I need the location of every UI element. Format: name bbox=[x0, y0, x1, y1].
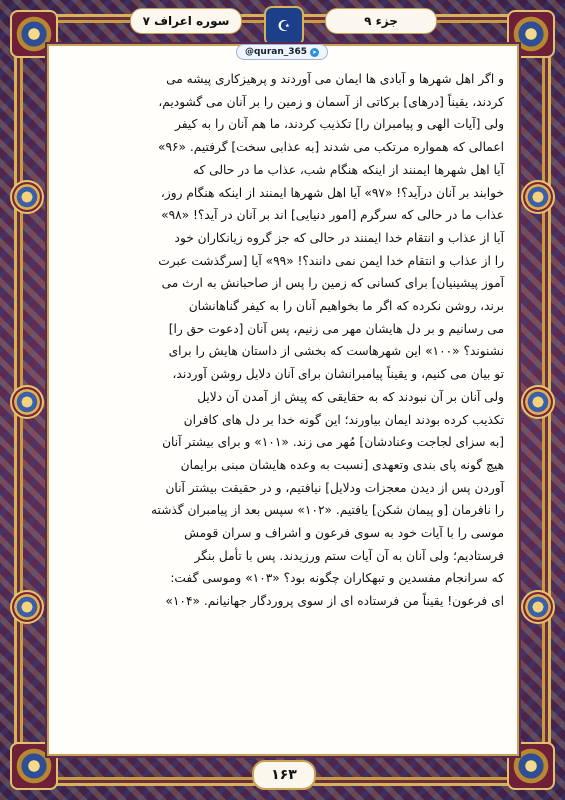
border-medallion-icon bbox=[10, 385, 44, 419]
border-medallion-icon bbox=[10, 590, 44, 624]
text-line: خوابند بر آنان درآید؟! «۹۷» آیا اهل شهرها ایمنند از اینکه هنگام روز، bbox=[160, 185, 504, 200]
text-line: عذاب ما در حالی که سرگرم [امور دنیایی] اند بر آنان در آید؟! «۹۸» bbox=[161, 208, 504, 223]
text-line: ولی آنان بر آن نبودند که به حقایقی که پیش از آمدن آن دلایل bbox=[197, 389, 504, 404]
text-line: موسی را با آیات خود به سوی فرعون و اشراف و سران قومش bbox=[184, 526, 504, 541]
text-line: اعمالی که همواره مرتکب می شدند [به عذابی سخت] گرفتیم. «۹۶» bbox=[157, 140, 504, 155]
quran-logo-icon: ☪ bbox=[264, 6, 304, 46]
channel-handle-badge[interactable] bbox=[236, 44, 328, 60]
text-line: نشنوند؟ «۱۰۰» این شهرهاست که بخشی از داستان هایش را برای bbox=[168, 344, 504, 359]
text-line: آیا اهل شهرها ایمنند از اینکه هنگام شب، عذاب ما در حالی که bbox=[192, 162, 504, 177]
border-medallion-icon bbox=[521, 180, 555, 214]
text-line: که سرانجام مفسدین و تبهکاران چگونه بود؟ «۱۰۳» وموسی گفت: bbox=[170, 571, 504, 586]
text-line: برند، روشن نکرده که اگر ما بخواهیم آنان را به کیفر گناهانشان bbox=[188, 299, 504, 314]
border-medallion-icon bbox=[521, 385, 555, 419]
text-line: را نافرمان [و پیمان شکن] یافتیم. «۱۰۲» سپس بعد از پیامبران گذشته bbox=[150, 503, 504, 518]
text-line: آموز پیشینیان] برای کسانی که زمین را پس از صاحبانش به ارث می bbox=[161, 276, 504, 291]
text-line: [به سزای لجاجت وعنادشان] مُهر می زند. «۱۰۱» و برای بیشتر آنان bbox=[162, 435, 504, 450]
telegram-icon: ➤ bbox=[312, 48, 318, 56]
text-line: می رسانیم و بر دل هایشان مهر می زنیم، پس آنان [دعوت حق را] bbox=[168, 321, 504, 336]
surah-label: سوره اعراف ۷ bbox=[130, 8, 242, 34]
text-line: ولی [آیات الهی و پیامبران را] تکذیب کردند، ما هم آنان را به کیفر bbox=[174, 117, 504, 132]
channel-handle: @quran_365 bbox=[244, 47, 308, 57]
text-line: تکذیب کرده بودند ایمان بیاورند؛ این گونه خدا بر دل های کافران bbox=[183, 412, 504, 427]
text-line: ای فرعون! یقیناً من فرستاده ای از سوی پروردگار جهانیانم. «۱۰۴» bbox=[165, 594, 504, 609]
text-line: آیا از عذاب و انتقام خدا ایمنند در حالی که جز گروه زیانکاران خود bbox=[174, 230, 504, 245]
verse-text bbox=[60, 68, 504, 613]
text-line: فرستادیم؛ ولی آنان به آن آیات ستم ورزیدند. پس با تأمل بنگر bbox=[194, 548, 504, 563]
juz-label: جزء ۹ bbox=[325, 8, 437, 34]
text-line: هیچ گونه پای بندی وتعهدی [نسبت به وعده هایشان مبنی برایمان bbox=[180, 457, 504, 472]
page-number: ۱۶۳ bbox=[252, 760, 316, 790]
border-medallion-icon bbox=[10, 180, 44, 214]
border-medallion-icon bbox=[521, 590, 555, 624]
text-line: کردند، یقیناً [درهای] برکاتی از آسمان و زمین را بر آنان می گشودیم، bbox=[158, 94, 504, 109]
text-line: را از عذاب و انتقام خدا ایمن نمی دانند؟! «۹۹» آیا [سرگذشت عبرت bbox=[158, 253, 504, 268]
text-line: و اگر اهل شهرها و آبادی ها ایمان می آوردند و پرهیزکاری پیشه می bbox=[166, 72, 504, 86]
text-line: تو بیان می کنیم، و یقیناً پیامبرانشان برای آنان دلایل روشن آوردند، bbox=[172, 367, 504, 382]
text-line: آوردن پس از دیدن معجزات ودلایل] نیافتیم، و در حقیقت بیشتر آنان bbox=[165, 480, 504, 495]
